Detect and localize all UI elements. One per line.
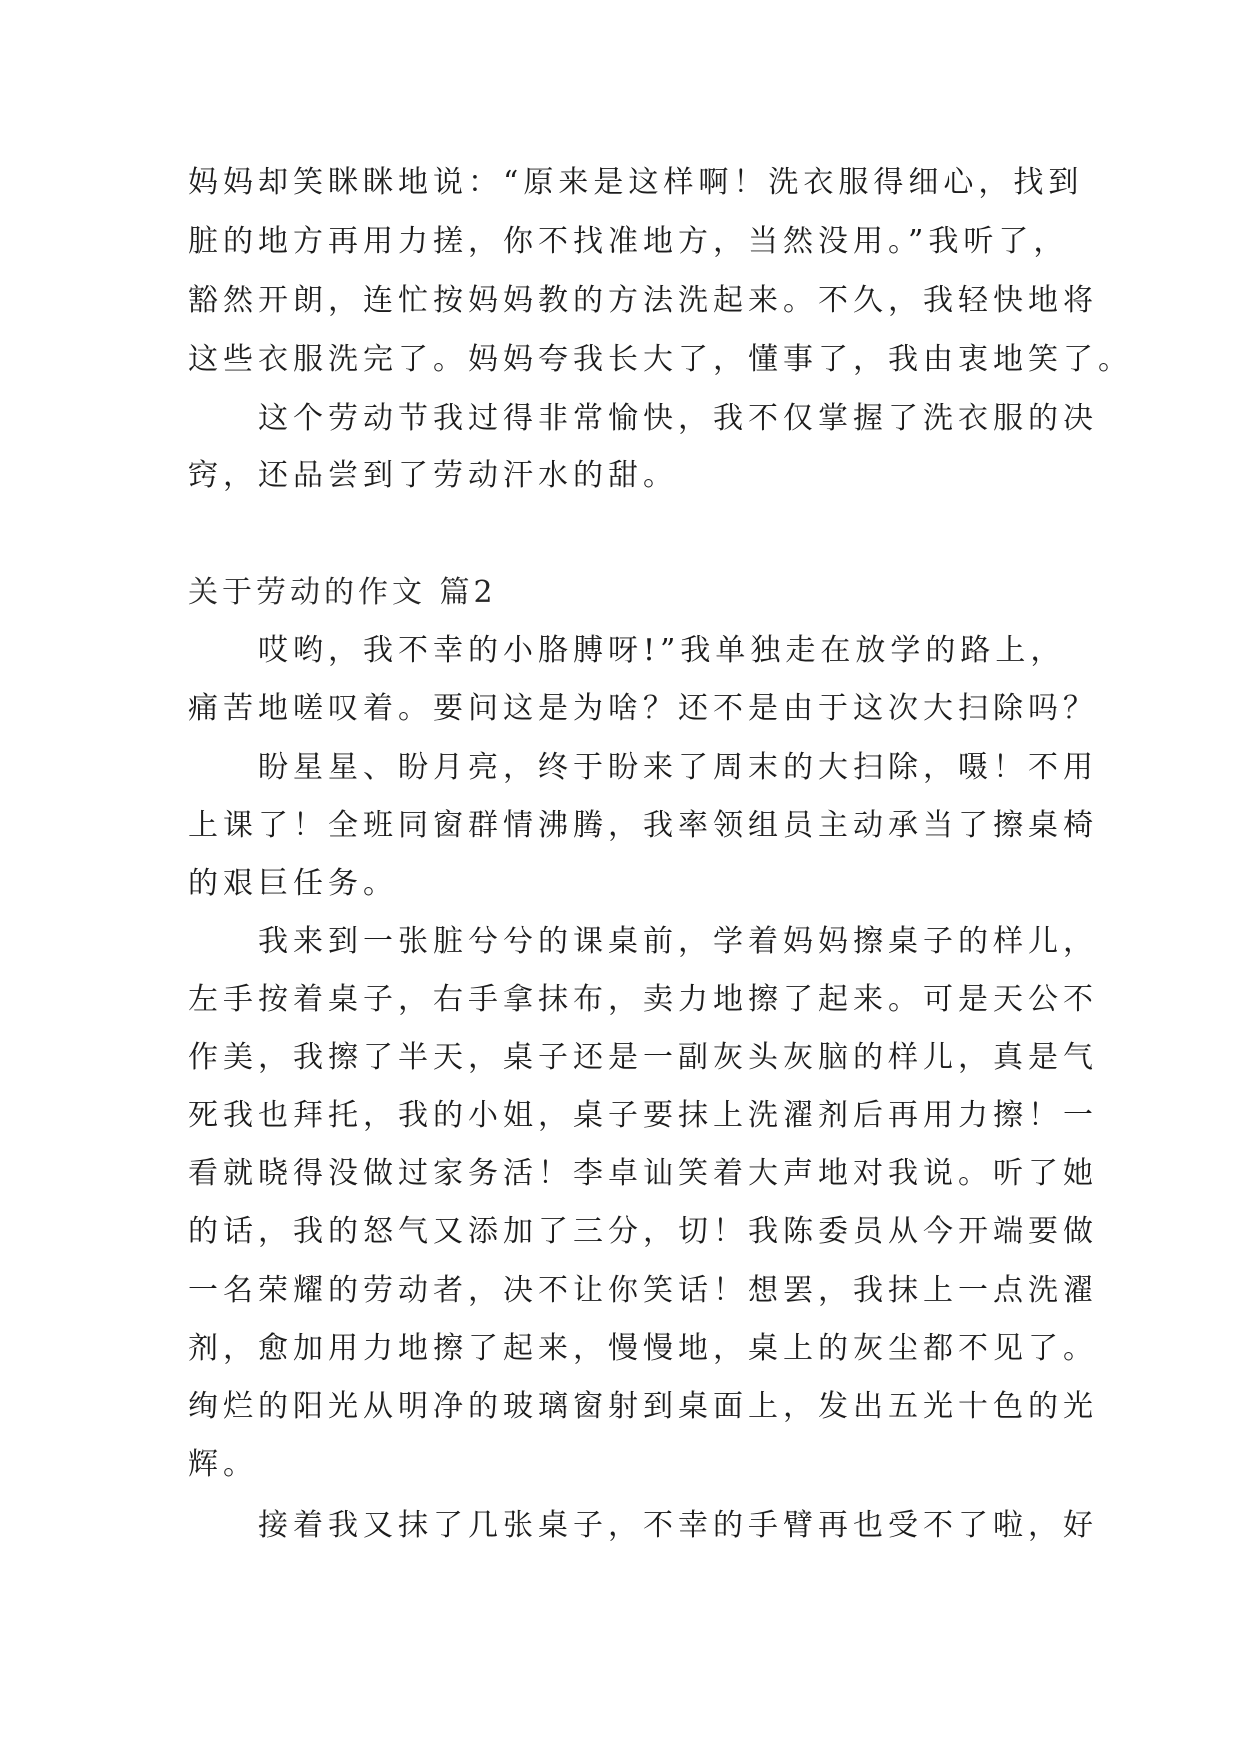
text-line: 的话，我的怒气又添加了三分，切！我陈委员从今开端要做 [188, 1214, 1098, 1249]
text-line: 一名荣耀的劳动者，决不让你笑话！想罢，我抹上一点洗濯 [188, 1273, 1098, 1308]
text-line: 的艰巨任务。 [188, 866, 398, 901]
text-line: 妈妈却笑眯眯地说：“原来是这样啊！洗衣服得细心，找到 [188, 165, 1084, 200]
text-line: 脏的地方再用力搓，你不找准地方，当然没用。”我听了， [188, 224, 1069, 259]
text-line: 哎哟，我不幸的小胳膊呀!”我单独走在放学的路上， [258, 633, 1066, 668]
text-line: 接着我又抹了几张桌子，不幸的手臂再也受不了啦，好 [258, 1508, 1098, 1543]
text-line: 上课了！全班同窗群情沸腾，我率领组员主动承当了擦桌椅 [188, 808, 1098, 843]
text-line: 这个劳动节我过得非常愉快，我不仅掌握了洗衣服的决 [258, 401, 1098, 436]
text-line: 豁然开朗，连忙按妈妈教的方法洗起来。不久，我轻快地将 [188, 283, 1098, 318]
text-line: 作美，我擦了半天，桌子还是一副灰头灰脑的样儿，真是气 [188, 1040, 1098, 1075]
text-line: 剂，愈加用力地擦了起来，慢慢地，桌上的灰尘都不见了。 [188, 1331, 1098, 1366]
text-line: 辉。 [188, 1447, 258, 1482]
section-heading: 关于劳动的作文 篇2 [188, 575, 497, 610]
text-line: 我来到一张脏兮兮的课桌前，学着妈妈擦桌子的样儿， [258, 924, 1098, 959]
text-line: 这些衣服洗完了。妈妈夸我长大了，懂事了，我由衷地笑了。 [188, 342, 1133, 377]
text-line: 看就晓得没做过家务活！李卓讪笑着大声地对我说。听了她 [188, 1156, 1098, 1191]
text-line: 盼星星、盼月亮，终于盼来了周末的大扫除，嗫！不用 [258, 750, 1098, 785]
text-line: 绚烂的阳光从明净的玻璃窗射到桌面上，发出五光十色的光 [188, 1389, 1098, 1424]
text-line: 死我也拜托，我的小姐，桌子要抹上洗濯剂后再用力擦！一 [188, 1098, 1098, 1133]
text-line: 痛苦地嗟叹着。要问这是为啥？还不是由于这次大扫除吗？ [188, 691, 1098, 726]
text-line: 左手按着桌子，右手拿抹布，卖力地擦了起来。可是天公不 [188, 982, 1098, 1017]
text-line: 窍，还品尝到了劳动汗水的甜。 [188, 458, 678, 493]
